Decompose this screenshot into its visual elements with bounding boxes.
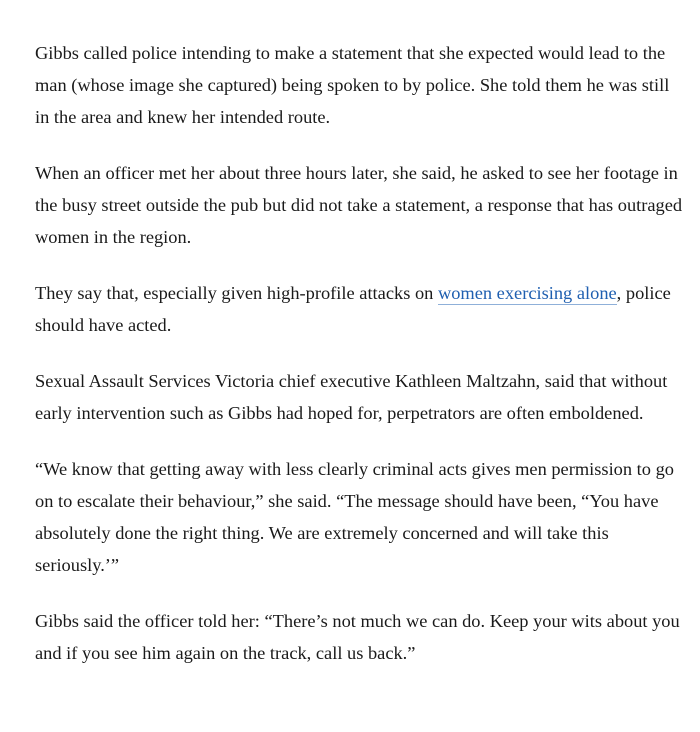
article-paragraph-with-link — [35, 277, 687, 341]
article-paragraph: When an officer met her about three hours later, she said, he asked to see her footage in the busy street outside the pub but did not take a statement, a response that has outraged women in the region. — [35, 163, 683, 247]
paragraph-text-after-link: , police should have acted. — [35, 283, 671, 335]
women-exercising-alone-link[interactable]: women exercising alone — [437, 283, 617, 303]
article-paragraph: Sexual Assault Services Victoria chief executive Kathleen Maltzahn, said that without early intervention such as Gibbs had hoped for, perpetrators are often emboldened. — [35, 371, 668, 423]
article-quote-paragraph: “We know that getting away with less clearly criminal acts gives men permission to go on to escalate their behaviour,” she said. “The message should have been, “You have absolutely done the right thing. We are extremely concerned and will take this seriously.’” — [35, 459, 674, 575]
article-quote-paragraph: Gibbs said the officer told her: “There’s not much we can do. Keep your wits about you and if you see him again on the track, call us back.” — [35, 611, 680, 663]
article-body — [35, 37, 687, 669]
article-paragraph: Gibbs called police intending to make a statement that she expected would lead to the man (whose image she captured) being spoken to by police. She told them he was still in the area and knew her intended route. — [35, 43, 670, 127]
paragraph-text-before-link: They say that, especially given high-profile attacks on — [35, 283, 438, 303]
